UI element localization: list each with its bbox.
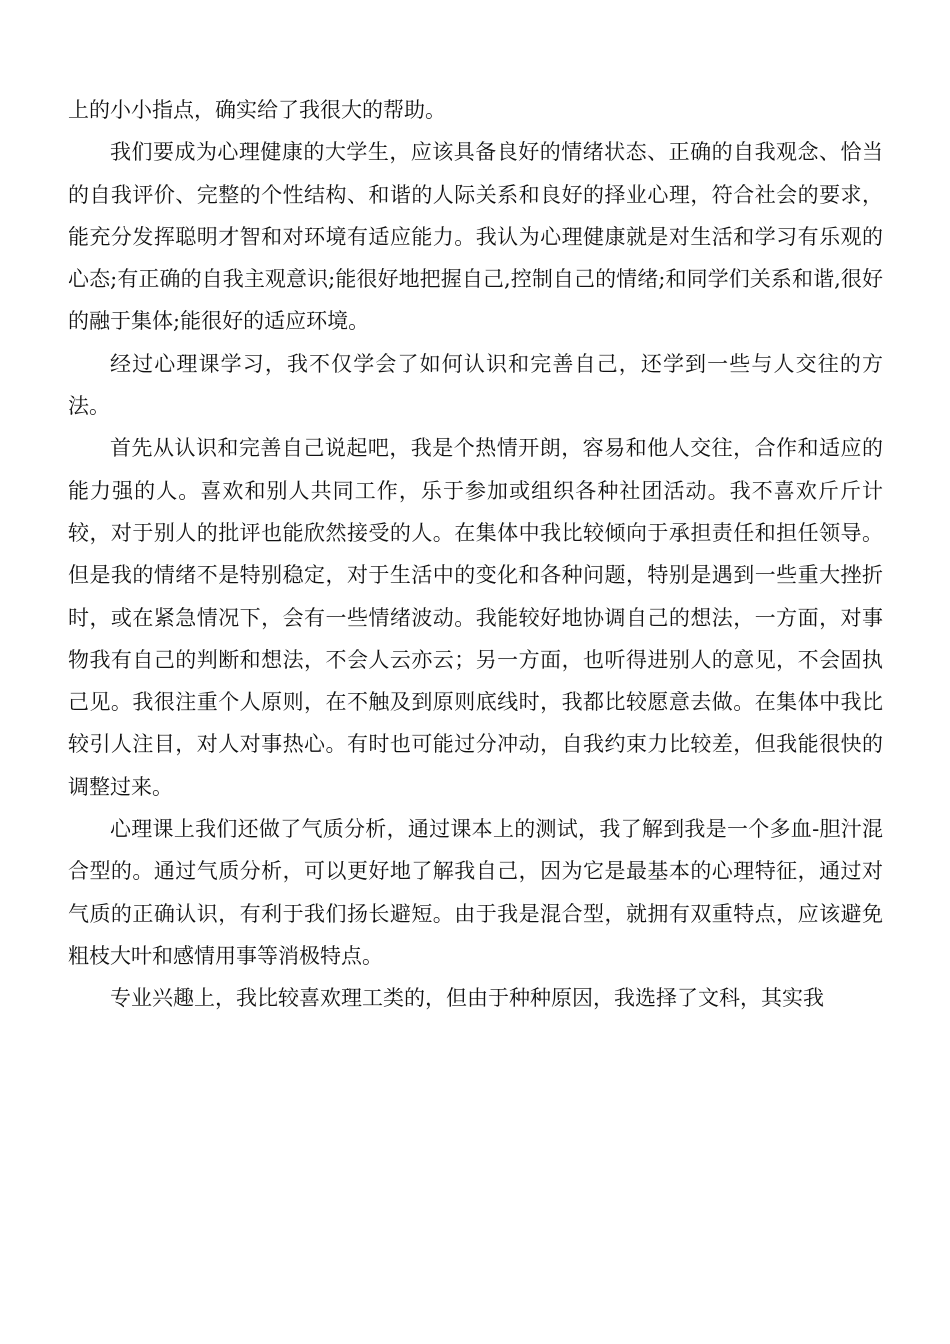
paragraph-6: 专业兴趣上，我比较喜欢理工类的，但由于种种原因，我选择了文科，其实我 (110, 986, 824, 1011)
paragraph-5: 心理课上我们还做了气质分析，通过课本上的测试，我了解到我是一个多血-胆汁混合型的。通过气质分析，可以更好地了解我自己，因为它是最基本的心理特征，通过对气质的正确认识，有利于我们扬长避短。由于我是混合型，就拥有双重特点，应该避免粗枝大叶和感情用事等消极特点。 (68, 817, 883, 968)
paragraph-3: 经过心理课学习，我不仅学会了如何认识和完善自己，还学到一些与人交往的方法。 (68, 351, 883, 419)
document-body (68, 89, 883, 1020)
paragraph-4: 首先从认识和完善自己说起吧，我是个热情开朗，容易和他人交往，合作和适应的能力强的人。喜欢和别人共同工作，乐于参加或组织各种社团活动。我不喜欢斤斤计较，对于别人的批评也能欣然接受的人。在集体中我比较倾向于承担责任和担任领导。但是我的情绪不是特别稳定，对于生活中的变化和各种问题，特别是遇到一些重大挫折时，或在紧急情况下，会有一些情绪波动。我能较好地协调自己的想法，一方面，对事物我有自己的判断和想法，不会人云亦云；另一方面，也听得进别人的意见，不会固执己见。我很注重个人原则，在不触及到原则底线时，我都比较愿意去做。在集体中我比较引人注目，对人对事热心。有时也可能过分冲动，自我约束力比较差，但我能很快的调整过来。 (68, 436, 883, 799)
paragraph-2: 我们要成为心理健康的大学生，应该具备良好的情绪状态、正确的自我观念、恰当的自我评价、完整的个性结构、和谐的人际关系和良好的择业心理，符合社会的要求，能充分发挥聪明才智和对环境有适应能力。我认为心理健康就是对生活和学习有乐观的心态;有正确的自我主观意识;能很好地把握自己,控制自己的情绪;和同学们关系和谐,很好的融于集体;能很好的适应环境。 (68, 140, 883, 334)
paragraph-1: 上的小小指点，确实给了我很大的帮助。 (68, 98, 446, 122)
